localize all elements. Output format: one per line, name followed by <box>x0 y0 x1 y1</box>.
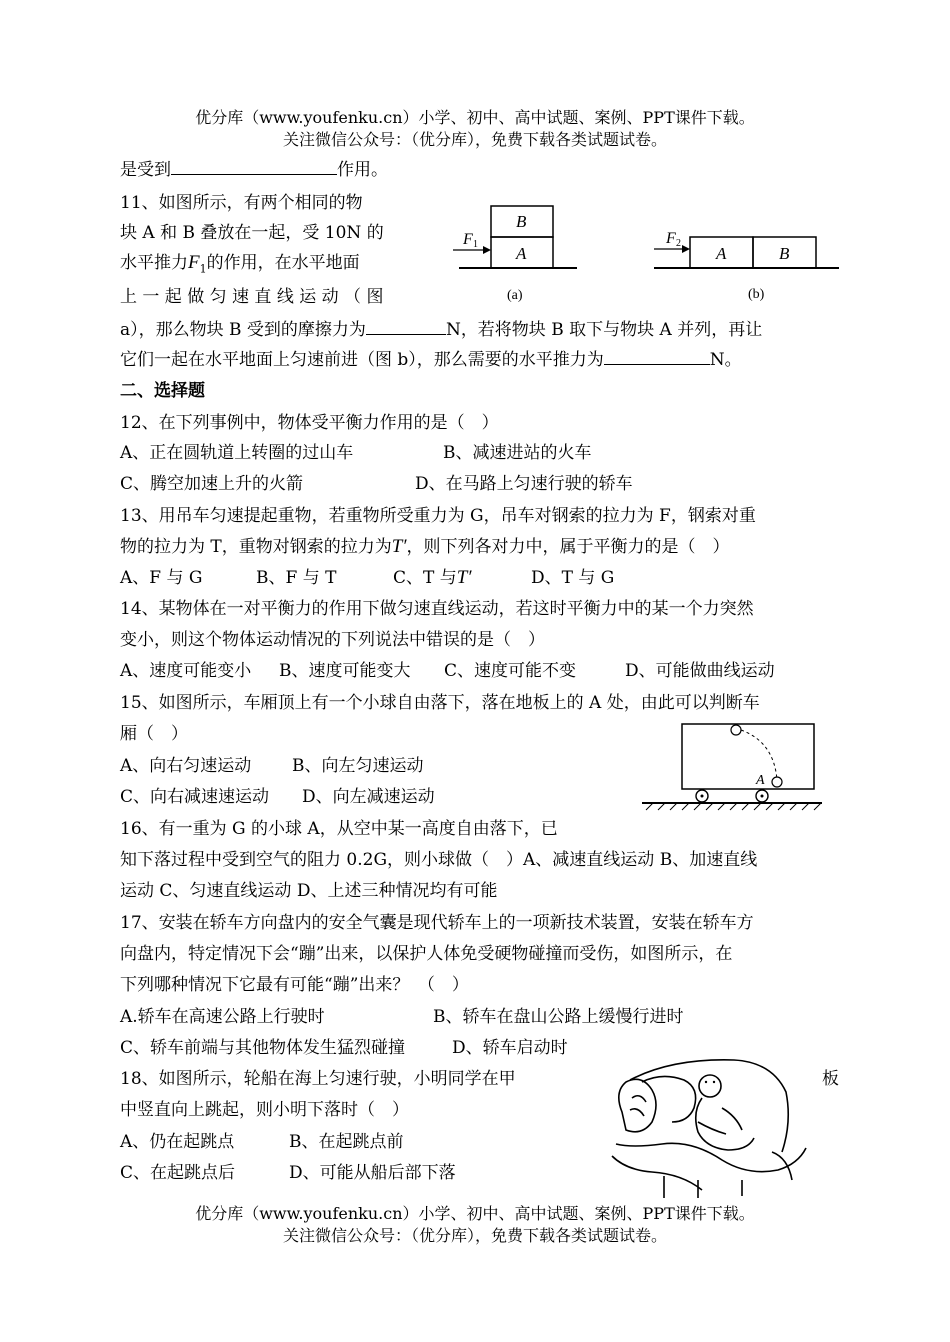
q11-line-3 <box>120 252 360 280</box>
block-b-label: B <box>779 244 790 263</box>
driver-body <box>696 1098 754 1150</box>
q10-suffix: 作用。 <box>337 160 388 180</box>
q17-line-1: 17、安装在轿车方向盘内的安全气囊是现代轿车上的一项新技术装置，安装在轿车方 <box>120 913 754 933</box>
wheel-right-hub <box>761 795 764 798</box>
q13-option-b: B、F 与 T <box>256 568 337 588</box>
block-b-label: B <box>516 212 527 231</box>
q13-line-2-a: 物的拉力为 T，重物对钢索的拉力为 <box>120 537 392 557</box>
q18-line-2: 中竖直向上跳起，则小明下落时（ ） <box>120 1100 409 1120</box>
q11-force-symbol: F <box>188 252 200 273</box>
q13-tprime: T′ <box>391 536 407 557</box>
force-arrowhead <box>682 245 690 253</box>
car-body <box>682 724 814 789</box>
q11-line-3-a: 水平推力 <box>120 253 188 273</box>
q18-option-b: B、在起跳点前 <box>289 1132 404 1152</box>
q12-stem: 12、在下列事例中，物体受平衡力作用的是（ ） <box>120 413 499 433</box>
q18-line-1-tail: 板 <box>822 1069 839 1089</box>
header-line-1: 优分库（www.youfenku.cn）小学、初中、高中试题、案例、PPT课件下载。 <box>195 108 755 127</box>
headrest-outline <box>642 1076 696 1122</box>
airbag-outline <box>619 1079 656 1131</box>
q12-option-b: B、减速进站的火车 <box>443 443 592 463</box>
q11-force-subscript: 1 <box>199 262 207 276</box>
q17-option-a: A.轿车在高速公路上行驶时 <box>120 1007 325 1027</box>
q15-option-c: C、向右减速速运动 <box>120 787 270 807</box>
q11-line-6 <box>120 348 742 371</box>
q15-line-1: 15、如图所示，车厢顶上有一个小球自由落下，落在地板上的 A 处，由此可以判断车 <box>120 693 760 713</box>
figure-15-railcar <box>640 720 825 812</box>
footer-line-2: 关注微信公众号：（优分库），免费下载各类试题试卷。 <box>282 1226 667 1245</box>
q15-option-d: D、向左减速运动 <box>302 787 435 807</box>
q13-option-c-text: C、T 与 <box>393 568 457 588</box>
force-label-sub: 1 <box>473 239 478 250</box>
q14-option-b: B、速度可能变大 <box>279 661 411 681</box>
q11-line-3-b: 的作用，在水平地面 <box>206 253 360 273</box>
figure-17-airbag <box>602 1052 814 1202</box>
ball-end <box>772 777 782 787</box>
q12-option-a: A、正在圆轨道上转圈的过山车 <box>120 443 354 463</box>
q14-option-d: D、可能做曲线运动 <box>625 661 775 681</box>
header-line-2: 关注微信公众号：（优分库），免费下载各类试题试卷。 <box>282 130 667 149</box>
q11-line-5-a: a），那么物块 B 受到的摩擦力为 <box>120 320 366 340</box>
footer-line-1: 优分库（www.youfenku.cn）小学、初中、高中试题、案例、PPT课件下载。 <box>195 1204 755 1223</box>
q10-blank <box>171 158 337 175</box>
q17-option-b: B、轿车在盘山公路上缓慢行进时 <box>433 1007 684 1027</box>
q13-option-c-tprime: T′ <box>456 567 472 588</box>
ball-start <box>731 725 741 735</box>
q16-line-2: 知下落过程中受到空气的阻力 0.2G，则小球做（ ）A、减速直线运动 B、加速直线 <box>120 850 758 870</box>
q10-tail <box>120 158 388 181</box>
q11-line-1: 11、如图所示，有两个相同的物 <box>120 193 363 213</box>
track-hatch <box>646 803 821 810</box>
q15-line-2: 厢（ ） <box>120 724 188 744</box>
force-arrowhead <box>483 246 491 254</box>
driver-arms <box>698 1108 742 1134</box>
q18-option-d: D、可能从船后部下落 <box>289 1163 456 1183</box>
q11-line-5-b: N，若将物块 B 取下与物块 A 并列，再让 <box>445 320 763 340</box>
caption-a: (a) <box>507 288 523 303</box>
q11-blank-2 <box>604 348 710 365</box>
q17-option-d: D、轿车启动时 <box>452 1038 568 1058</box>
point-a-label: A <box>756 773 765 788</box>
q14-line-1: 14、某物体在一对平衡力的作用下做匀速直线运动，若这时平衡力中的某一个力突然 <box>120 599 754 619</box>
figure-11b <box>650 220 845 306</box>
force-label-sub: 2 <box>676 238 681 249</box>
q10-prefix: 是受到 <box>120 160 171 180</box>
frame-lines <box>664 1152 792 1198</box>
q13-line-1: 13、用吊车匀速提起重物，若重物所受重力为 G，吊车对钢索的拉力为 F，钢索对重 <box>120 506 756 526</box>
airbag-folds <box>630 1096 646 1116</box>
force-label: F <box>666 230 676 247</box>
q11-line-4: 上 一 起 做 匀 速 直 线 运 动 （ 图 <box>120 287 384 307</box>
q11-line-5 <box>120 318 762 341</box>
block-a-label: A <box>516 244 527 263</box>
figure-11a <box>445 198 585 308</box>
q14-option-a: A、速度可能变小 <box>120 661 252 681</box>
q17-line-3: 下列哪种情况下它最有可能“蹦”出来？ （ ） <box>120 975 469 995</box>
q16-line-3: 运动 C、匀速直线运动 D、上述三种情况均有可能 <box>120 881 498 901</box>
caption-b: (b) <box>748 287 765 302</box>
section-title: 二、选择题 <box>120 381 205 401</box>
q18-option-a: A、仍在起跳点 <box>120 1132 235 1152</box>
q13-line-2-b: ，则下列各对力中，属于平衡力的是（ ） <box>406 537 730 557</box>
q17-line-2: 向盘内，特定情况下会“蹦”出来，以保护人体免受硬物碰撞而受伤，如图所示，在 <box>120 944 733 964</box>
force-label: F <box>463 231 473 248</box>
q13-option-d: D、T 与 G <box>531 568 615 588</box>
q18-option-c: C、在起跳点后 <box>120 1163 236 1183</box>
q15-option-a: A、向右匀速运动 <box>120 756 252 776</box>
q12-option-d: D、在马路上匀速行驶的轿车 <box>415 474 633 494</box>
q15-option-b: B、向左匀速运动 <box>292 756 424 776</box>
dashboard-outline <box>612 1156 702 1190</box>
q11-line-2: 块 A 和 B 叠放在一起，受 10N 的 <box>120 223 384 243</box>
q17-option-c: C、轿车前端与其他物体发生猛烈碰撞 <box>120 1038 406 1058</box>
q11-blank-1 <box>366 318 446 335</box>
q16-line-1: 16、有一重为 G 的小球 A，从空中某一高度自由落下，已 <box>120 819 558 839</box>
wheel-left-hub <box>701 795 704 798</box>
block-a-label: A <box>716 244 727 263</box>
q18-line-1: 18、如图所示，轮船在海上匀速行驶，小明同学在甲 <box>120 1069 516 1089</box>
q11-line-6-b: N。 <box>709 350 742 370</box>
q13-option-c <box>393 567 471 589</box>
q12-option-c: C、腾空加速上升的火箭 <box>120 474 304 494</box>
q14-line-2: 变小，则这个物体运动情况的下列说法中错误的是（ ） <box>120 630 545 650</box>
car-roof-outline <box>630 1060 788 1152</box>
q13-line-2 <box>120 536 729 558</box>
seat-outline <box>616 1143 806 1171</box>
driver-head <box>699 1075 721 1097</box>
q13-option-a: A、F 与 G <box>120 568 203 588</box>
q11-line-6-a: 它们一起在水平地面上匀速前进（图 b），那么需要的水平推力为 <box>120 350 604 370</box>
q14-option-c: C、速度可能不变 <box>444 661 577 681</box>
